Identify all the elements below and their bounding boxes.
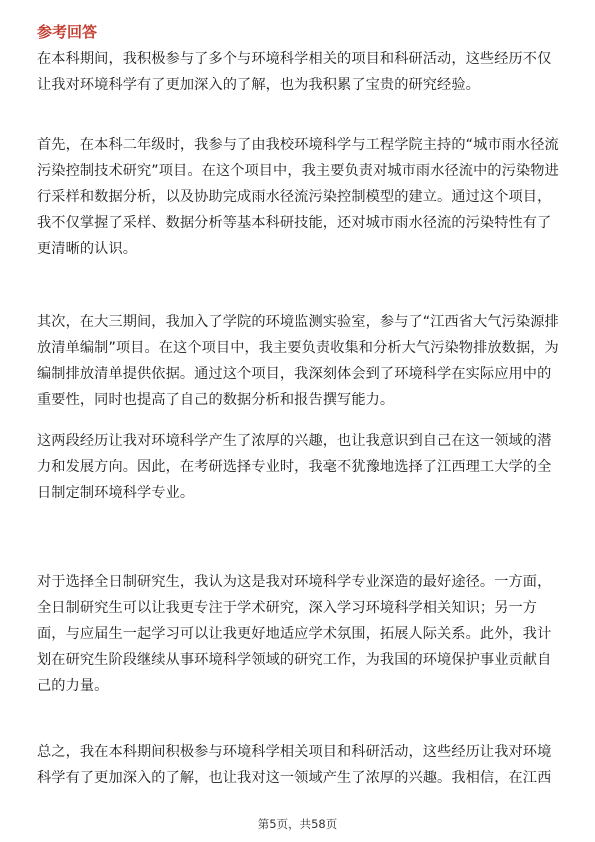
paragraph-line: 重要性，同时也提高了自己的数据分析和报告撰写能力。 bbox=[37, 392, 395, 408]
paragraph-line: 己的力量。 bbox=[37, 678, 109, 694]
paragraph-line: 划在研究生阶段继续从事环境科学领域的研究工作，为我国的环境保护事业贡献自 bbox=[37, 652, 552, 668]
paragraph-line: 对于选择全日制研究生，我认为这是我对环境科学专业深造的最好途径。一方面， bbox=[37, 574, 552, 590]
paragraph-line: 行采样和数据分析，以及协助完成雨水径流污染控制模型的建立。通过这个项目， bbox=[37, 189, 552, 205]
paragraph-6 bbox=[37, 739, 563, 791]
paragraph-4 bbox=[37, 428, 563, 506]
section-heading: 参考回答 bbox=[37, 23, 98, 41]
paragraph-line: 力和发展方向。因此，在考研选择专业时，我毫不犹豫地选择了江西理工大学的全 bbox=[37, 459, 552, 475]
paragraph-2 bbox=[37, 132, 563, 262]
paragraph-line: 更清晰的认识。 bbox=[37, 241, 138, 257]
paragraph-line: 在本科期间，我积极参与了多个与环境科学相关的项目和科研活动，这些经历不仅 bbox=[37, 51, 552, 67]
paragraph-line: 让我对环境科学有了更加深入的了解，也为我积累了宝贵的研究经验。 bbox=[37, 77, 480, 93]
paragraph-line: 其次，在大三期间，我加入了学院的环境监测实验室，参与了“江西省大气污染源排 bbox=[37, 314, 559, 330]
page-number: 第5页，共58页 bbox=[257, 817, 338, 831]
paragraph-5 bbox=[37, 569, 563, 699]
paragraph-line: 总之，我在本科期间积极参与环境科学相关项目和科研活动，这些经历让我对环境 bbox=[37, 744, 552, 760]
paragraph-line: 面，与应届生一起学习可以让我更好地适应学术氛围，拓展人际关系。此外，我计 bbox=[37, 626, 552, 642]
paragraph-line: 全日制研究生可以让我更专注于学术研究，深入学习环境科学相关知识；另一方 bbox=[37, 600, 538, 616]
paragraph-line: 编制排放清单提供依据。通过这个项目，我深刻体会到了环境科学在实际应用中的 bbox=[37, 366, 552, 382]
paragraph-line: 我不仅掌握了采样、数据分析等基本科研技能，还对城市雨水径流的污染特性有了 bbox=[37, 215, 552, 231]
paragraph-3 bbox=[37, 309, 563, 413]
paragraph-1 bbox=[37, 46, 563, 98]
paragraph-line: 科学有了更加深入的了解，也让我对这一领域产生了浓厚的兴趣。我相信，在江西 bbox=[37, 770, 552, 786]
paragraph-line: 放清单编制”项目。在这个项目中，我主要负责收集和分析大气污染物排放数据，为 bbox=[37, 340, 559, 356]
paragraph-line: 日制定制环境科学专业。 bbox=[37, 485, 195, 501]
paragraph-line: 这两段经历让我对环境科学产生了浓厚的兴趣，也让我意识到自己在这一领域的潜 bbox=[37, 433, 552, 449]
paragraph-line: 污染控制技术研究”项目。在这个项目中，我主要负责对城市雨水径流中的污染物进 bbox=[37, 163, 559, 179]
paragraph-line: 首先，在本科二年级时，我参与了由我校环境科学与工程学院主持的“城市雨水径流 bbox=[37, 137, 559, 153]
